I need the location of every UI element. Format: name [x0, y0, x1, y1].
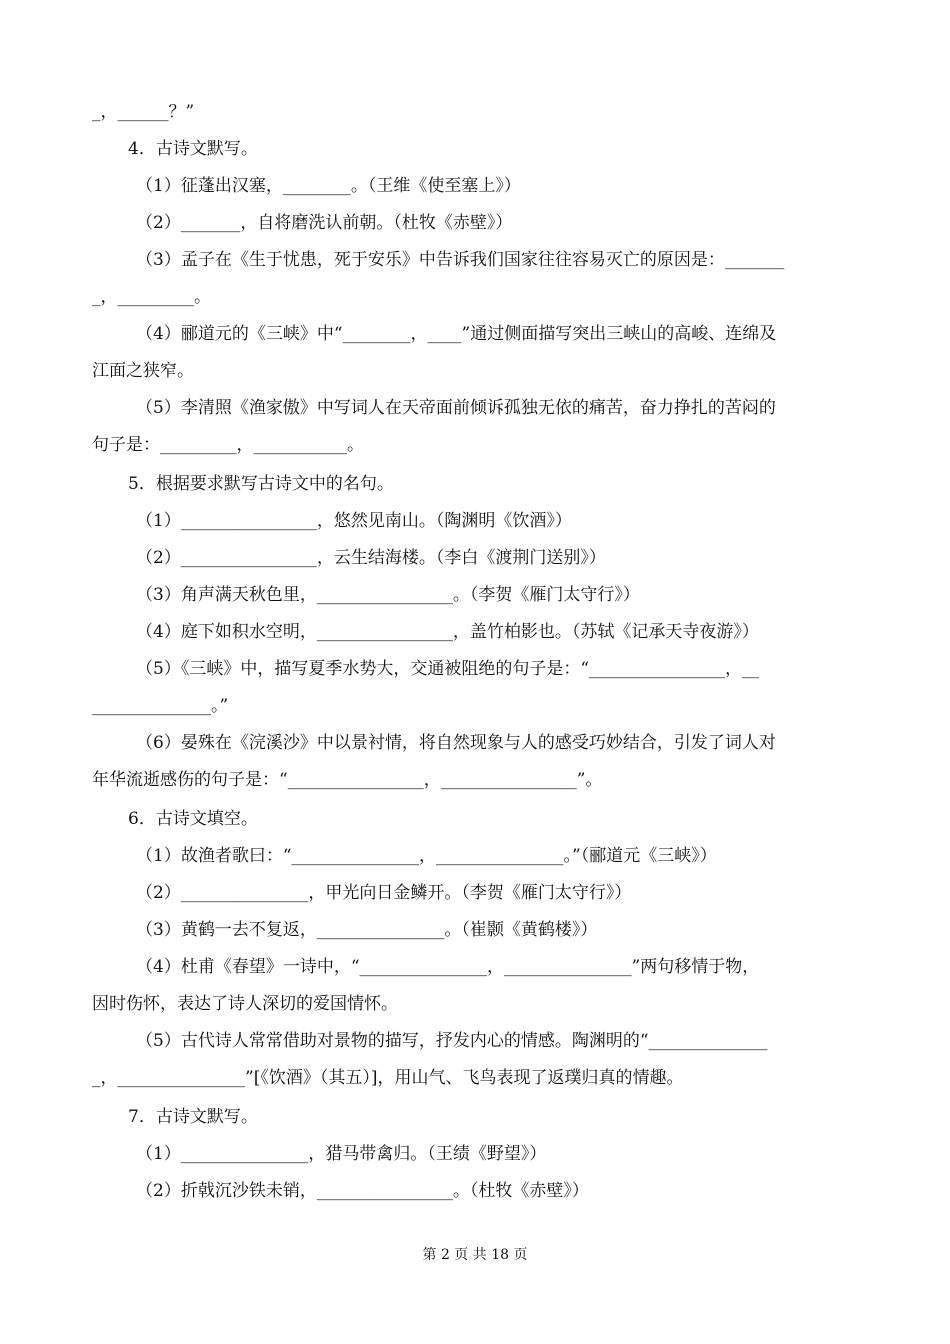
- page-footer: 第 2 页 共 18 页: [422, 1247, 528, 1263]
- text-line: _，______？”: [92, 102, 195, 122]
- question-item: （1）故渔者歌曰：“_______________，_______________。”（郦道元《三峡》）: [136, 846, 717, 866]
- question-item: （4）杜甫《春望》一诗中，“_______________，_______________”两句移情于物，: [136, 957, 760, 977]
- question-heading: 5．根据要求默写古诗文中的名句。: [128, 474, 394, 494]
- question-item: （3）角声满天秋色里，________________。（李贺《雁门太守行》）: [136, 585, 640, 605]
- question-item: （1）________________，悠然见南山。（陶渊明《饮酒》）: [136, 511, 572, 531]
- question-item: （2）_______，自将磨洗认前朝。（杜牧《赤壁》）: [136, 213, 513, 233]
- question-heading: 7．古诗文默写。: [128, 1107, 258, 1127]
- question-item: （2）________________，云生结海楼。（李白《渡荆门送别》）: [136, 548, 606, 568]
- text-line: 句子是：_________，___________。: [92, 435, 364, 455]
- text-line: _，_________。: [92, 287, 211, 307]
- question-item: （3）黄鹤一去不复返，_______________。（崔颢《黄鹤楼》）: [136, 920, 598, 940]
- question-item: （3）孟子在《生于忧患，死于安乐》中告诉我们国家往往容易灭亡的原因是：_______: [136, 250, 785, 270]
- text-line: 因时伤怀，表达了诗人深切的爱国情怀。: [92, 994, 398, 1014]
- question-heading: 4．古诗文默写。: [128, 139, 258, 159]
- question-item: （2）_______________，甲光向日金鳞开。（李贺《雁门太守行》）: [136, 883, 632, 903]
- question-item: （4）庭下如积水空明，________________，盖竹柏影也。（苏轼《记承天寺夜游》）: [136, 622, 759, 642]
- question-item: （2）折戟沉沙铁未销，________________。（杜牧《赤壁》）: [136, 1181, 589, 1201]
- question-item: （6）晏殊在《浣溪沙》中以景衬情，将自然现象与人的感受巧妙结合，引发了词人对: [136, 733, 776, 753]
- question-item: （5）《三峡》中，描写夏季水势大，交通被阻绝的句子是：“________________，__: [136, 659, 760, 679]
- question-item: （4）郦道元的《三峡》中“________，____”通过侧面描写突出三峡山的高峻、连绵及: [136, 324, 777, 344]
- question-heading: 6．古诗文填空。: [128, 809, 258, 829]
- question-item: （5）古代诗人常常借助对景物的描写，抒发内心的情感。陶渊明的“______________: [136, 1031, 768, 1051]
- text-line: 年华流逝感伤的句子是：“________________，________________”。: [92, 770, 603, 790]
- question-item: （5）李清照《渔家傲》中写词人在天帝面前倾诉孤独无依的痛苦，奋力挣扎的苦闷的: [136, 398, 776, 418]
- question-item: （1）征蓬出汉塞，________。（王维《使至塞上》）: [136, 176, 521, 196]
- text-line: 江面之狭窄。: [92, 361, 194, 381]
- text-line: _，_______________”[《饮酒》（其五）]，用山气、飞鸟表现了返璞归真的情趣。: [92, 1068, 684, 1088]
- text-line: ______________。”: [92, 696, 229, 716]
- question-item: （1）_______________，猎马带禽归。（王绩《野望》）: [136, 1144, 547, 1164]
